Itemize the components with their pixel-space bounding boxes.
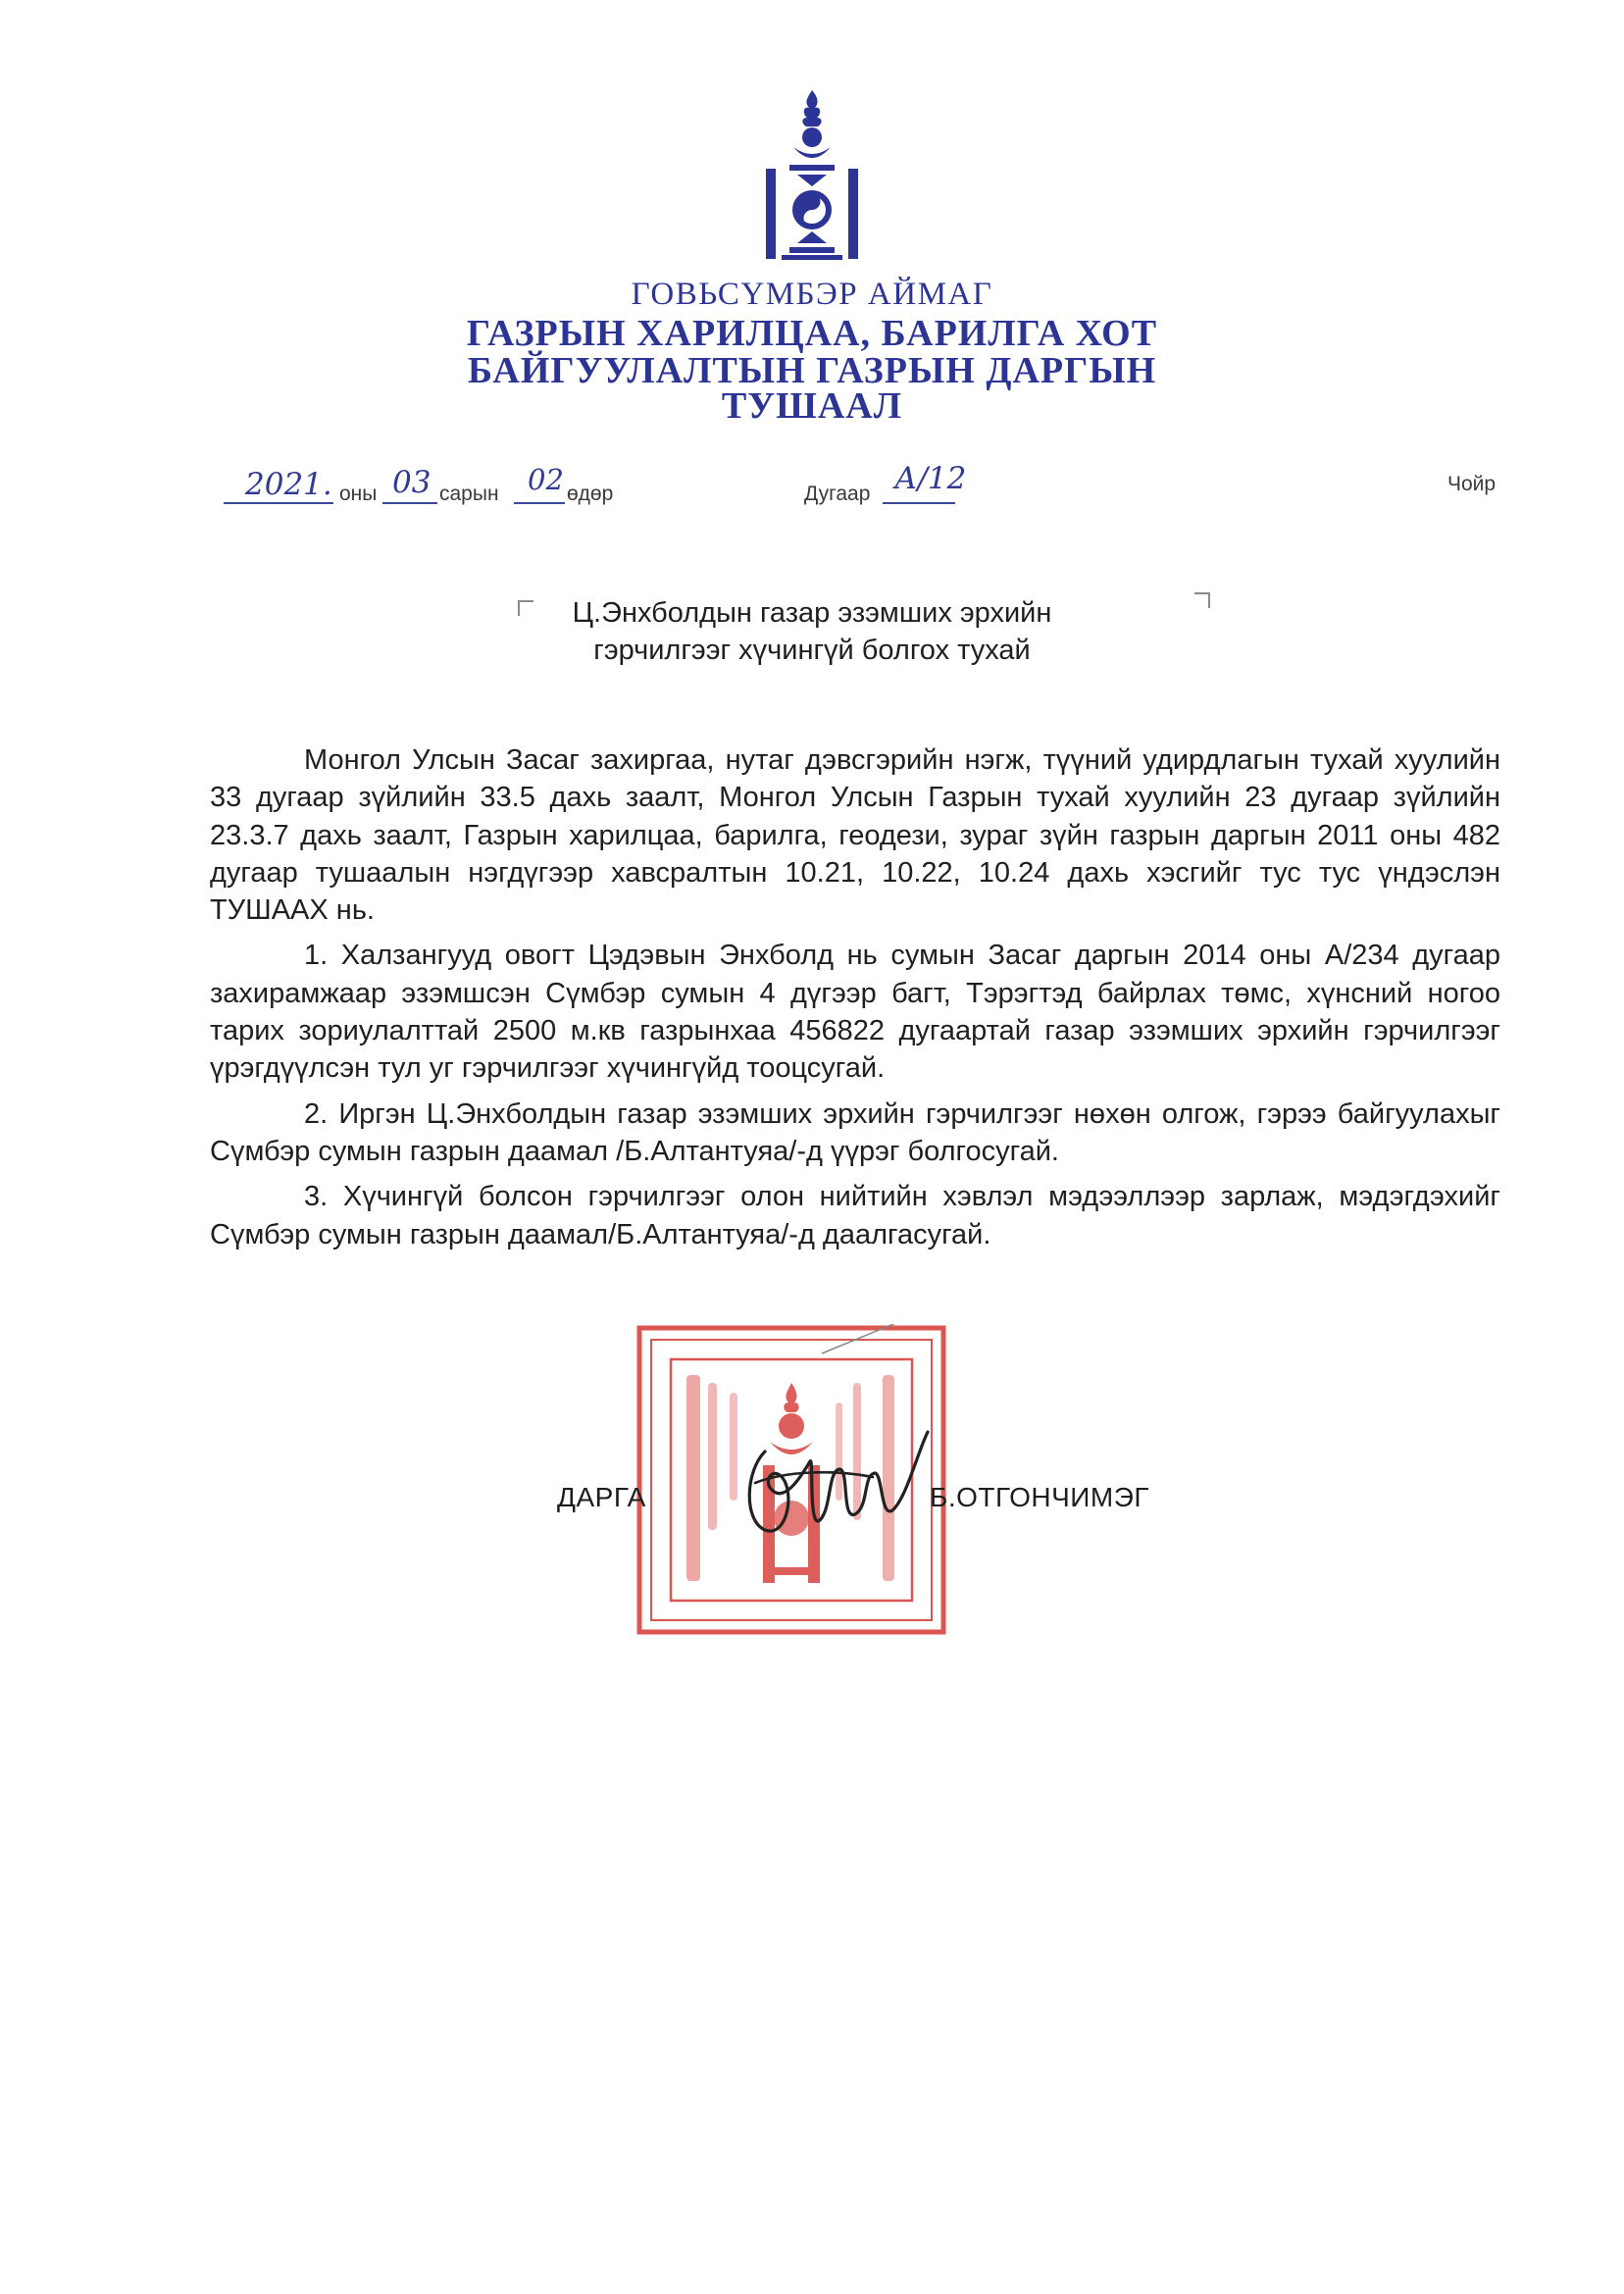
date-month-suffix: сарын	[439, 483, 499, 505]
date-row	[0, 461, 1624, 520]
order-item-1: 1. Халзангууд овогт Цэдэвын Энхболд нь сумын Засаг даргын 2014 оны А/234 дугаар захирамжаар эзэмшсэн Сүмбэр сумын 4 дүгээр багт, Тэрэгтэд байрлах төмс, хүнсний ногоо тарих зориулалттай 2500 м.кв газрынхаа 456822 дугаартай газар эзэмших эрхийн гэрчилгээг үрэгдүүлсэн тул уг гэрчилгээг хүчингүйд тооцсугай.	[210, 940, 1500, 1085]
preamble-paragraph: Монгол Улсын Засаг захиргаа, нутаг дэвсгэрийн нэгж, түүний удирдлагын тухай хуулийн 33 дугаар зүйлийн 33.5 дахь заалт, Монгол Улсын Газрын тухай хуулийн 23 дугаар зүйлийн 23.3.7 дахь заалт, Газрын харилцаа, барилга, геодези, зураг зүйн газрын даргын 2011 оны 482 дугаар тушаалын нэгдүгээр хавсралтын 10.21, 10.22, 10.24 дахь хэсгийг тус тус үндэслэн ТУШААХ нь.	[210, 744, 1500, 927]
subject-line1: Ц.Энхболдын газар эзэмших эрхийн	[572, 597, 1052, 629]
document-subject	[0, 594, 1624, 669]
date-day-suffix: өдөр	[567, 483, 614, 505]
order-number-value: А/12	[894, 461, 967, 496]
order-item-2: 2. Иргэн Ц.Энхболдын газар эзэмших эрхийн гэрчилгээг нөхөн олгож, гэрээ байгуулахыг Сүмбэр сумын газрын даамал /Б.Алтантуяа/-д үүрэг болгосугай.	[210, 1097, 1500, 1167]
issue-place: Чойр	[1447, 473, 1497, 495]
soyombo-emblem-icon	[758, 88, 866, 261]
signatory-position: ДАРГА	[557, 1482, 646, 1512]
handwritten-signature-icon	[726, 1412, 941, 1559]
document-body	[210, 741, 1500, 1261]
department-heading-line2: БАЙГУУЛАЛТЫН ГАЗРЫН ДАРГЫН	[467, 350, 1157, 391]
aimag-heading: ГОВЬСҮМБЭР АЙМАГ	[631, 277, 993, 312]
order-item-3: 3. Хүчингүй болсон гэрчилгээг олон нийтийн хэвлэл мэдээллээр зарлаж, мэдэгдэхийг Сүмбэр сумын газрын даамал/Б.Алтантуяа/-д даалгасугай.	[210, 1181, 1500, 1250]
date-year: 2021.	[245, 467, 332, 502]
date-day: 02	[528, 463, 564, 496]
subject-line2: гэрчилгээг хүчингүй болгох тухай	[593, 635, 1031, 666]
order-number-label: Дугаар	[804, 483, 871, 505]
document-type-heading: ТУШААЛ	[721, 385, 903, 427]
date-month: 03	[392, 465, 431, 500]
date-year-suffix: оны	[339, 483, 378, 505]
department-heading-line1: ГАЗРЫН ХАРИЛЦАА, БАРИЛГА ХОТ	[466, 313, 1158, 354]
signatory-name: Б.ОТГОНЧИМЭГ	[930, 1482, 1150, 1512]
